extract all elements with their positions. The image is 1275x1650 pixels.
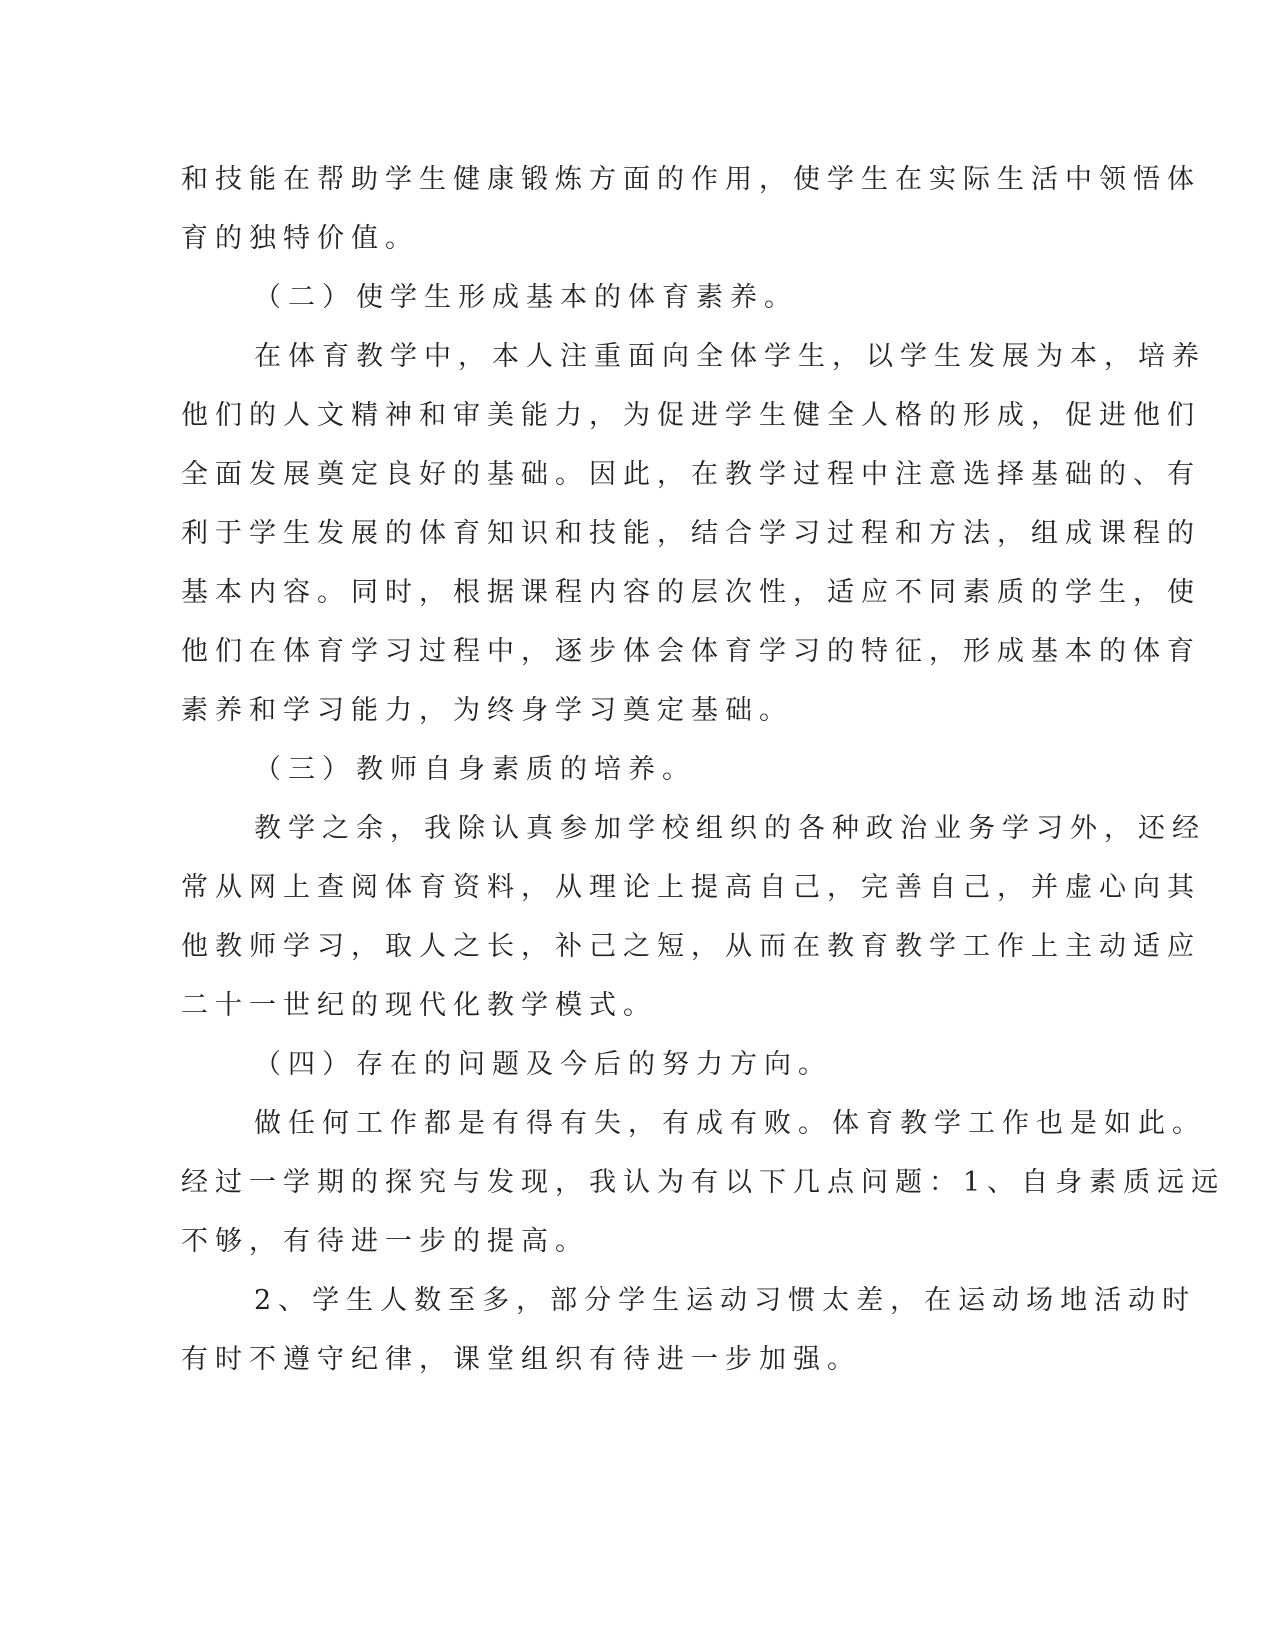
text-line: 他们在体育学习过程中，逐步体会体育学习的特征，形成基本的体育	[181, 636, 1201, 667]
text-line: 他教师学习，取人之长，补己之短，从而在教育教学工作上主动适应	[181, 931, 1201, 962]
section-heading: （二）使学生形成基本的体育素养。	[254, 282, 798, 313]
text-line: 有时不遵守纪律，课堂组织有待进一步加强。	[181, 1344, 861, 1375]
document-page	[181, 150, 1226, 1389]
text-line: 不够，有待进一步的提高。	[181, 1226, 589, 1257]
text-line: 2、学生人数至多，部分学生运动习惯太差，在运动场地活动时	[254, 1285, 1197, 1316]
text-line: 利于学生发展的体育知识和技能，结合学习过程和方法，组成课程的	[181, 518, 1201, 549]
text-line: 育的独特价值。	[181, 223, 419, 254]
text-line: 做任何工作都是有得有失，有成有败。体育教学工作也是如此。	[254, 1108, 1206, 1139]
text-line: 他们的人文精神和审美能力，为促进学生健全人格的形成，促进他们	[181, 400, 1201, 431]
text-line: 和技能在帮助学生健康锻炼方面的作用，使学生在实际生活中领悟体	[181, 164, 1201, 195]
text-line: 经过一学期的探究与发现，我认为有以下几点问题：1、自身素质远远	[181, 1167, 1226, 1198]
text-line: 二十一世纪的现代化教学模式。	[181, 990, 657, 1021]
section-heading: （三）教师自身素质的培养。	[254, 754, 696, 785]
text-line: 素养和学习能力，为终身学习奠定基础。	[181, 695, 793, 726]
text-line: 在体育教学中，本人注重面向全体学生，以学生发展为本，培养	[254, 341, 1206, 372]
text-line: 全面发展奠定良好的基础。因此，在教学过程中注意选择基础的、有	[181, 459, 1201, 490]
text-line: 常从网上查阅体育资料，从理论上提高自己，完善自己，并虚心向其	[181, 872, 1201, 903]
text-line: 教学之余，我除认真参加学校组织的各种政治业务学习外，还经	[254, 813, 1206, 844]
section-heading: （四）存在的问题及今后的努力方向。	[254, 1049, 832, 1080]
text-line: 基本内容。同时，根据课程内容的层次性，适应不同素质的学生，使	[181, 577, 1201, 608]
